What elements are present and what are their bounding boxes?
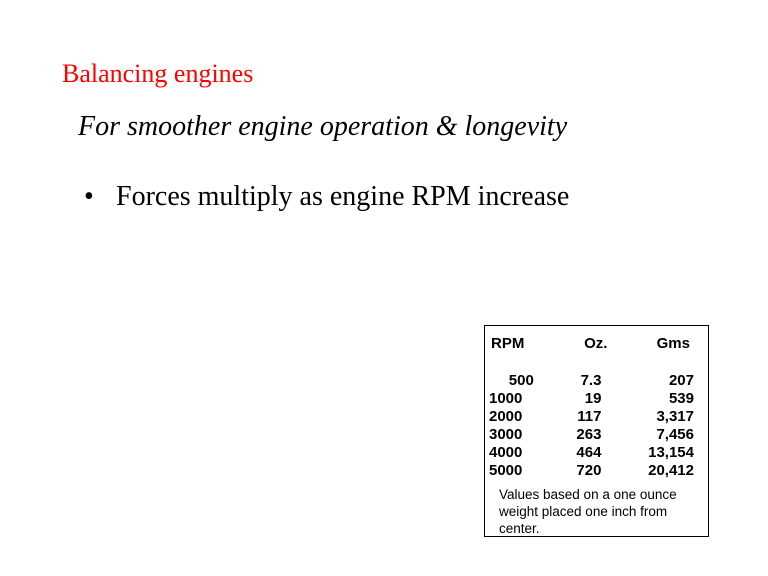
table-header-row: [485, 326, 708, 372]
cell-rpm: 500: [508, 372, 534, 389]
cell-rpm: 1000: [489, 390, 523, 407]
cell-oz: 19: [584, 390, 602, 407]
bullet-marker: •: [84, 181, 94, 212]
cell-rpm: 2000: [489, 408, 523, 425]
header-gms: Gms: [656, 335, 690, 352]
cell-gms: 539: [668, 390, 694, 407]
cell-rpm: 5000: [489, 462, 523, 479]
cell-oz: 7.3: [580, 372, 602, 389]
header-oz: Oz.: [584, 335, 608, 352]
slide-title: Balancing engines: [62, 59, 254, 88]
cell-oz: 117: [577, 408, 602, 425]
cell-gms: 7,456: [656, 426, 694, 443]
cell-gms: 207: [668, 372, 694, 389]
cell-oz: 464: [576, 444, 602, 461]
bullet-text: Forces multiply as engine RPM increase: [116, 181, 570, 212]
cell-oz: 720: [576, 462, 602, 479]
table-row: [485, 408, 708, 426]
cell-gms: 13,154: [648, 444, 694, 461]
table-row: [485, 426, 708, 444]
rpm-force-table: [485, 326, 708, 480]
table-row: [485, 444, 708, 462]
cell-oz: 263: [576, 426, 602, 443]
cell-rpm: 3000: [489, 426, 523, 443]
table-footnote: Values based on a one ounce weight placed one inch from center.: [499, 487, 677, 536]
cell-gms: 3,317: [656, 408, 694, 425]
rpm-force-table-box: [484, 325, 709, 537]
table-row: [485, 390, 708, 408]
cell-gms: 20,412: [648, 462, 694, 479]
table-row: [485, 372, 708, 390]
slide-subtitle: For smoother engine operation & longevity: [78, 111, 568, 142]
table-row: [485, 462, 708, 480]
header-rpm: RPM: [491, 335, 525, 352]
cell-rpm: 4000: [489, 444, 523, 461]
bullet-item: [84, 180, 569, 214]
